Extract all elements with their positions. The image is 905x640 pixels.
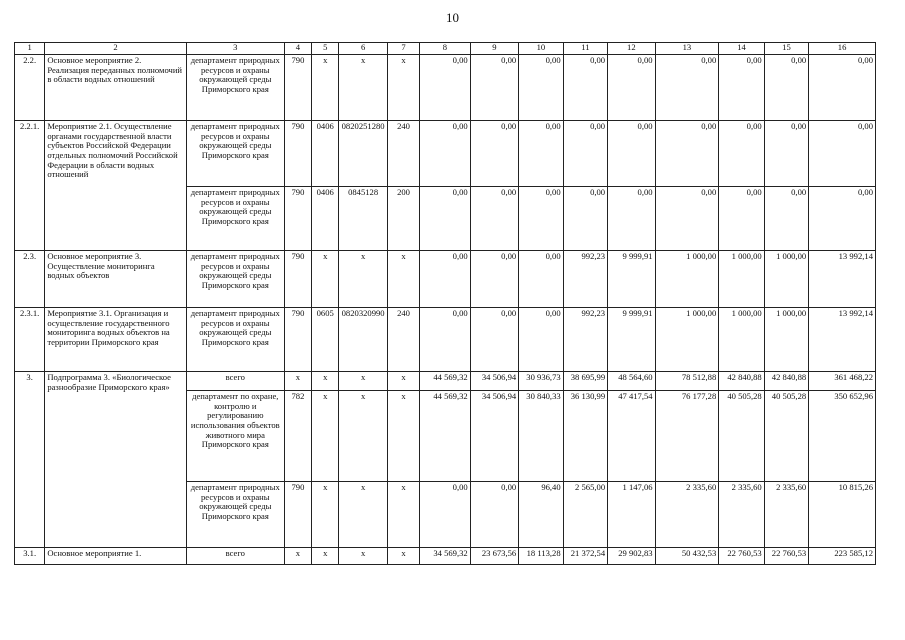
amount-cell: 992,23 — [563, 251, 607, 308]
amount-cell: 40 505,28 — [764, 391, 808, 482]
amount-cell: 1 000,00 — [655, 251, 719, 308]
amount-cell: 0,00 — [719, 121, 764, 187]
amount-cell: 0,00 — [563, 55, 607, 121]
amount-cell: 9 999,91 — [608, 308, 655, 372]
code-vr: x — [387, 372, 419, 391]
amount-cell: 50 432,53 — [655, 548, 719, 565]
code-rzpr: x — [312, 251, 339, 308]
code-csr: x — [339, 482, 388, 548]
amount-cell: 0,00 — [809, 121, 876, 187]
amount-cell: 44 569,32 — [420, 391, 471, 482]
code-vr: 200 — [387, 187, 419, 251]
amount-cell: 9 999,91 — [608, 251, 655, 308]
table-row — [15, 548, 876, 565]
code-rzpr: x — [312, 482, 339, 548]
code-grbs: 790 — [284, 308, 311, 372]
header-cell: 5 — [312, 43, 339, 55]
header-cell: 1 — [15, 43, 45, 55]
header-cell: 13 — [655, 43, 719, 55]
budget-table — [14, 42, 876, 565]
table-row — [15, 251, 876, 308]
amount-cell: 48 564,60 — [608, 372, 655, 391]
amount-cell: 2 565,00 — [563, 482, 607, 548]
responsible: департамент природных ресурсов и охраны окружающей среды Приморского края — [186, 187, 284, 251]
amount-cell: 0,00 — [519, 187, 563, 251]
amount-cell: 0,00 — [470, 308, 519, 372]
code-vr: x — [387, 482, 419, 548]
code-vr: x — [387, 391, 419, 482]
header-cell: 12 — [608, 43, 655, 55]
amount-cell: 44 569,32 — [420, 372, 471, 391]
code-csr: 0820251280 — [339, 121, 388, 187]
activity-name: Основное мероприятие 1. — [45, 548, 186, 565]
table-row — [15, 372, 876, 391]
amount-cell: 30 936,73 — [519, 372, 563, 391]
responsible: департамент природных ресурсов и охраны окружающей среды Приморского края — [186, 251, 284, 308]
activity-name: Мероприятие 2.1. Осуществление органами государственной власти субъектов Российской Федерации отдельных полномочий Российской Федерации в области водных отношений — [45, 121, 186, 251]
responsible: всего — [186, 372, 284, 391]
header-row — [15, 43, 876, 55]
code-grbs: x — [284, 372, 311, 391]
amount-cell: 992,23 — [563, 308, 607, 372]
code-rzpr: x — [312, 372, 339, 391]
amount-cell: 78 512,88 — [655, 372, 719, 391]
amount-cell: 2 335,60 — [764, 482, 808, 548]
amount-cell: 38 695,99 — [563, 372, 607, 391]
code-grbs: 790 — [284, 187, 311, 251]
code-csr: 0845128 — [339, 187, 388, 251]
amount-cell: 0,00 — [764, 55, 808, 121]
amount-cell: 22 760,53 — [719, 548, 764, 565]
activity-name: Мероприятие 3.1. Организация и осуществление государственного мониторинга водных объектов на территории Приморского края — [45, 308, 186, 372]
amount-cell: 0,00 — [519, 308, 563, 372]
amount-cell: 2 335,60 — [719, 482, 764, 548]
amount-cell: 0,00 — [420, 121, 471, 187]
amount-cell: 34 506,94 — [470, 372, 519, 391]
header-cell: 3 — [186, 43, 284, 55]
code-rzpr: 0406 — [312, 121, 339, 187]
amount-cell: 0,00 — [563, 121, 607, 187]
code-csr: x — [339, 55, 388, 121]
amount-cell: 0,00 — [655, 55, 719, 121]
amount-cell: 0,00 — [608, 55, 655, 121]
row-number: 2.3. — [15, 251, 45, 308]
page-number: 10 — [446, 10, 459, 25]
amount-cell: 1 000,00 — [655, 308, 719, 372]
code-rzpr: x — [312, 55, 339, 121]
amount-cell: 2 335,60 — [655, 482, 719, 548]
amount-cell: 350 652,96 — [809, 391, 876, 482]
amount-cell: 361 468,22 — [809, 372, 876, 391]
row-number: 2.2. — [15, 55, 45, 121]
header-cell: 4 — [284, 43, 311, 55]
amount-cell: 0,00 — [519, 121, 563, 187]
amount-cell: 1 000,00 — [764, 308, 808, 372]
amount-cell: 29 902,83 — [608, 548, 655, 565]
amount-cell: 0,00 — [470, 121, 519, 187]
responsible: всего — [186, 548, 284, 565]
amount-cell: 0,00 — [809, 187, 876, 251]
amount-cell: 0,00 — [420, 187, 471, 251]
header-cell: 16 — [809, 43, 876, 55]
activity-name: Основное мероприятие 2. Реализация переданных полномочий в области водных отношений — [45, 55, 186, 121]
amount-cell: 0,00 — [719, 187, 764, 251]
row-number: 3.1. — [15, 548, 45, 565]
amount-cell: 47 417,54 — [608, 391, 655, 482]
amount-cell: 34 569,32 — [420, 548, 471, 565]
amount-cell: 1 000,00 — [719, 308, 764, 372]
amount-cell: 0,00 — [470, 55, 519, 121]
code-csr: 0820320990 — [339, 308, 388, 372]
code-grbs: 790 — [284, 482, 311, 548]
code-rzpr: 0605 — [312, 308, 339, 372]
header-cell: 9 — [470, 43, 519, 55]
amount-cell: 42 840,88 — [764, 372, 808, 391]
amount-cell: 0,00 — [608, 121, 655, 187]
code-vr: 240 — [387, 121, 419, 187]
amount-cell: 0,00 — [655, 121, 719, 187]
amount-cell: 0,00 — [420, 251, 471, 308]
amount-cell: 22 760,53 — [764, 548, 808, 565]
amount-cell: 0,00 — [764, 187, 808, 251]
table-row — [15, 308, 876, 372]
amount-cell: 0,00 — [470, 187, 519, 251]
code-csr: x — [339, 372, 388, 391]
amount-cell: 0,00 — [519, 251, 563, 308]
amount-cell: 0,00 — [420, 482, 471, 548]
amount-cell: 0,00 — [809, 55, 876, 121]
header-cell: 15 — [764, 43, 808, 55]
amount-cell: 0,00 — [719, 55, 764, 121]
code-rzpr: 0406 — [312, 187, 339, 251]
code-grbs: 790 — [284, 55, 311, 121]
amount-cell: 23 673,56 — [470, 548, 519, 565]
amount-cell: 0,00 — [563, 187, 607, 251]
amount-cell: 21 372,54 — [563, 548, 607, 565]
amount-cell: 0,00 — [608, 187, 655, 251]
amount-cell: 0,00 — [470, 251, 519, 308]
header-cell: 7 — [387, 43, 419, 55]
header-cell: 2 — [45, 43, 186, 55]
header-cell: 11 — [563, 43, 607, 55]
amount-cell: 1 000,00 — [719, 251, 764, 308]
amount-cell: 0,00 — [420, 55, 471, 121]
code-grbs: 790 — [284, 121, 311, 187]
row-number: 3. — [15, 372, 45, 548]
header-cell: 8 — [420, 43, 471, 55]
amount-cell: 0,00 — [655, 187, 719, 251]
code-vr: x — [387, 55, 419, 121]
code-rzpr: x — [312, 391, 339, 482]
responsible: департамент природных ресурсов и охраны окружающей среды Приморского края — [186, 121, 284, 187]
code-vr: x — [387, 251, 419, 308]
amount-cell: 42 840,88 — [719, 372, 764, 391]
header-cell: 14 — [719, 43, 764, 55]
responsible: департамент природных ресурсов и охраны окружающей среды Приморского края — [186, 55, 284, 121]
code-vr: 240 — [387, 308, 419, 372]
code-csr: x — [339, 548, 388, 565]
table-row — [15, 55, 876, 121]
row-number: 2.2.1. — [15, 121, 45, 251]
responsible: департамент по охране, контролю и регулированию использования объектов животного мира Приморского края — [186, 391, 284, 482]
activity-name: Основное мероприятие 3. Осуществление мониторинга водных объектов — [45, 251, 186, 308]
amount-cell: 1 000,00 — [764, 251, 808, 308]
amount-cell: 0,00 — [519, 55, 563, 121]
amount-cell: 13 992,14 — [809, 308, 876, 372]
responsible: департамент природных ресурсов и охраны окружающей среды Приморского края — [186, 308, 284, 372]
code-csr: x — [339, 391, 388, 482]
amount-cell: 10 815,26 — [809, 482, 876, 548]
code-rzpr: x — [312, 548, 339, 565]
code-grbs: 782 — [284, 391, 311, 482]
amount-cell: 1 147,06 — [608, 482, 655, 548]
amount-cell: 223 585,12 — [809, 548, 876, 565]
code-csr: x — [339, 251, 388, 308]
amount-cell: 13 992,14 — [809, 251, 876, 308]
amount-cell: 0,00 — [420, 308, 471, 372]
header-cell: 6 — [339, 43, 388, 55]
responsible: департамент природных ресурсов и охраны окружающей среды Приморского края — [186, 482, 284, 548]
amount-cell: 34 506,94 — [470, 391, 519, 482]
amount-cell: 96,40 — [519, 482, 563, 548]
amount-cell: 18 113,28 — [519, 548, 563, 565]
amount-cell: 0,00 — [764, 121, 808, 187]
header-cell: 10 — [519, 43, 563, 55]
amount-cell: 30 840,33 — [519, 391, 563, 482]
amount-cell: 40 505,28 — [719, 391, 764, 482]
amount-cell: 36 130,99 — [563, 391, 607, 482]
amount-cell: 76 177,28 — [655, 391, 719, 482]
code-grbs: 790 — [284, 251, 311, 308]
table-row — [15, 121, 876, 187]
row-number: 2.3.1. — [15, 308, 45, 372]
amount-cell: 0,00 — [470, 482, 519, 548]
code-grbs: x — [284, 548, 311, 565]
activity-name: Подпрограмма 3. «Биологическое разнообразие Приморского края» — [45, 372, 186, 548]
code-vr: x — [387, 548, 419, 565]
